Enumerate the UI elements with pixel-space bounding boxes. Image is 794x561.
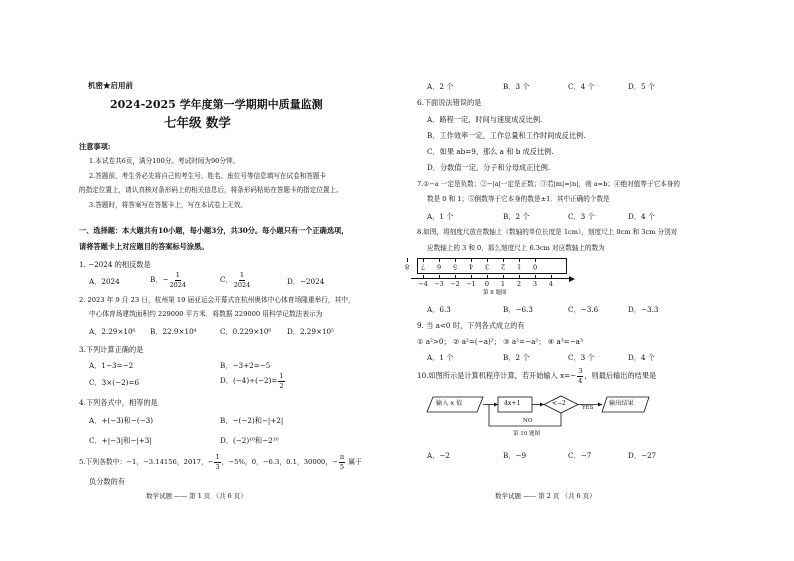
exam-subtitle: 七年级 数学 [164, 115, 231, 130]
q5-stem-cont: 负分数的有 [89, 477, 125, 486]
q9-items: ① a²>0； ② a²=(−a)²； ③ a²=−a²； ④ a³=−a³ [417, 337, 583, 346]
q8-option-b: B．−6.3 [503, 305, 533, 314]
axis-label: −3 [434, 280, 444, 288]
q3-option-a: A．1−3=−2 [89, 361, 134, 370]
q1-option-b: B．− $\frac{1}{2024}$ [150, 271, 187, 289]
q4-option-d: D．(−2)¹⁰和−2¹⁰ [220, 436, 279, 445]
section-1-heading: 一、选择题：本大题共有10小题，每小题3分，共30分。每小题只有一个正确选项， [79, 226, 349, 235]
q1-option-d: D．−2024 [287, 277, 325, 286]
flowchart-yes-label: YES [582, 405, 594, 411]
q4-option-c: C．+|−3|和−|+3| [89, 436, 152, 445]
q2-option-a: A．2.29×10⁶ [89, 327, 136, 336]
arrow-yes-icon [598, 403, 602, 407]
q6-stem: 6.下面说法错误的是 [417, 98, 482, 107]
confidential-label: 机密★启用前 [88, 81, 133, 90]
axis-label: 4 [548, 280, 554, 288]
q6-option-c: C．如果 ab=9，那么 a 和 b 成反比例. [427, 147, 554, 156]
flowchart-output-label: 输出结果 [609, 400, 634, 407]
ruler-label: 7 [420, 262, 426, 271]
q4-option-a: A．+(−3)和−(−3) [89, 416, 154, 425]
q6-option-d: D．分数值一定，分子和分母成正比例. [427, 163, 551, 172]
ruler-label: 0 [532, 262, 538, 271]
q5-option-b: B．3 个 [503, 82, 530, 91]
ruler-label: 8 [404, 262, 410, 271]
note-2-cont: 的指定位置上，请认真核对条形码上的相关信息后，将条形码粘贴在答题卡的指定位置上。 [79, 186, 343, 194]
q9-option-a: A．1 个 [427, 353, 454, 362]
q7-option-d: D．4 个 [628, 212, 655, 221]
q10-option-b: B．−9 [503, 451, 527, 460]
arrow-1-icon [494, 403, 498, 407]
q10-option-d: D．−27 [628, 451, 657, 460]
ruler-label: 6 [436, 262, 442, 271]
q8-option-c: C．−3.6 [568, 305, 599, 314]
q10-option-a: A．−2 [427, 451, 450, 460]
q2-stem-2: 中心体育场建筑面积约 229000 平方米．将数据 229000 用科学记数法表示为 [89, 310, 323, 318]
ruler-label: 4 [468, 262, 474, 271]
page-2-footer: 数学试题 —— 第 2 页 （共 6 页） [495, 492, 596, 500]
q4-stem: 4.下列各式中，相等的是 [79, 398, 158, 407]
q8-figure-caption: 第 8 题图 [483, 290, 507, 296]
axis-label: −1 [466, 280, 476, 288]
exam-title: 2024-2025 学年度第一学期期中质量监测 [110, 98, 323, 111]
q4-option-b: B．−(−2)和−|+2| [220, 416, 284, 425]
q6-option-b: B．工作效率一定，工作总量和工作时间成反比例. [427, 131, 586, 140]
axis-label: −2 [450, 280, 460, 288]
q6-option-a: A．路程一定，时间与速度成反比例. [427, 115, 543, 124]
axis-label: 3 [532, 280, 538, 288]
q2-stem-1: 2. 2023 年 9 月 23 日，杭州第 19 届亚运会开幕式在杭州奥体中心体育场隆重举行，其中， [79, 296, 355, 304]
ruler-label: 1 [516, 262, 522, 271]
q3-option-c: C．3×(−2)=6 [89, 378, 140, 387]
q5-option-c: C．4 个 [568, 82, 595, 91]
q1-option-a: A．2024 [89, 277, 120, 286]
q8-option-a: A．6.3 [427, 305, 451, 314]
flowchart-input-label: 输入 x 值 [436, 400, 463, 407]
q10-figure-caption: 第 10 题图 [513, 431, 540, 437]
q8-stem-2: 应数轴上的 3 和 0，那么刻度尺上 6.3cm 对应数轴上的数为 [427, 244, 605, 252]
q7-option-b: B．2 个 [503, 212, 530, 221]
axis-label: 0 [484, 280, 490, 288]
q3-stem: 3.下列计算正确的是 [79, 345, 144, 354]
q10-option-c: C．−7 [568, 451, 592, 460]
ruler-label: 5 [452, 262, 458, 271]
q8-stem-1: 8.如图，将刻度尺放在数轴上（数轴的单位长度是 1cm），刻度尺上 0cm 和 3cm 分别对 [417, 228, 678, 236]
q8-option-d: D．−3.3 [628, 305, 659, 314]
axis-label: 1 [500, 280, 506, 288]
q3-option-d: D．(−4)÷(−2)= $\frac{1}{2}$ [220, 372, 284, 390]
axis-label: −4 [418, 280, 428, 288]
q5-stem: 5.下列各数中：−1，−3.14156，2017，− $\frac{1}{3}$ ，−5%，0，−6.3，0.1，30000，− $\frac{\pi}{5}$ 属于 [79, 453, 362, 471]
note-1: 1.本试卷共6页，满分100分。考试时间为90分钟。 [89, 157, 240, 165]
q3-option-b: B．−3+2=−5 [220, 361, 271, 370]
q9-stem: 9. 当 a<0 时，下列各式成立的有 [417, 321, 525, 330]
q5-option-a: A．2 个 [427, 82, 454, 91]
flowchart-no-label: NO [523, 418, 533, 424]
q7-stem-1: 7.①−a 一定是负数；②−|a|一定是正数；③若|m|=|n|，则 a=b；④绝对值等于它本身的 [417, 180, 680, 188]
q9-option-c: C．3 个 [568, 353, 595, 362]
ruler-label: 3 [484, 262, 490, 271]
section-1-instruction: 请将答题卡上对应题目的答案标号涂黑。 [79, 242, 209, 251]
flowchart-condition-label: <−2 [552, 400, 566, 407]
q1-stem: 1. −2024 的相反数是 [79, 260, 151, 269]
page-1-footer: 数学试题 —— 第 1 页 （共 6 页） [146, 492, 247, 500]
page-2 [397, 0, 794, 561]
note-3: 3.答题时，将答案写在答题卡上，写在本试卷上无效。 [89, 201, 247, 209]
q5-option-d: D．5 个 [628, 82, 655, 91]
q7-option-a: A．1 个 [427, 212, 454, 221]
q2-option-b: B．22.9×10⁴ [150, 327, 197, 336]
q2-option-c: C．0.229×10⁶ [220, 327, 272, 336]
q10-stem: 10.如图所示是计算机程序计算，若开始输入 x=− $\frac{3}{4}$ ，则最后输出的结果是 [417, 367, 657, 385]
q7-stem-2: 数是 0 和 1；⑤倒数等于它本身的数是±1．其中正确的个数是 [427, 195, 610, 203]
notes-heading: 注意事项: [79, 142, 111, 151]
q2-option-d: D．2.29×10⁵ [287, 327, 335, 336]
q1-option-c: C． $\frac{1}{2024}$ [220, 271, 251, 289]
q10-flowchart [397, 0, 794, 561]
q7-option-c: C．3 个 [568, 212, 595, 221]
axis-label: 2 [516, 280, 522, 288]
q9-option-b: B．2 个 [503, 353, 530, 362]
note-2: 2.答题前，考生务必先将自己的考生号、姓名、座位号等信息填写在试卷和答题卡 [89, 172, 327, 180]
ruler-label: 2 [500, 262, 506, 271]
flowchart-operation-label: 4x+1 [504, 400, 521, 407]
q9-option-d: D．4 个 [628, 353, 655, 362]
